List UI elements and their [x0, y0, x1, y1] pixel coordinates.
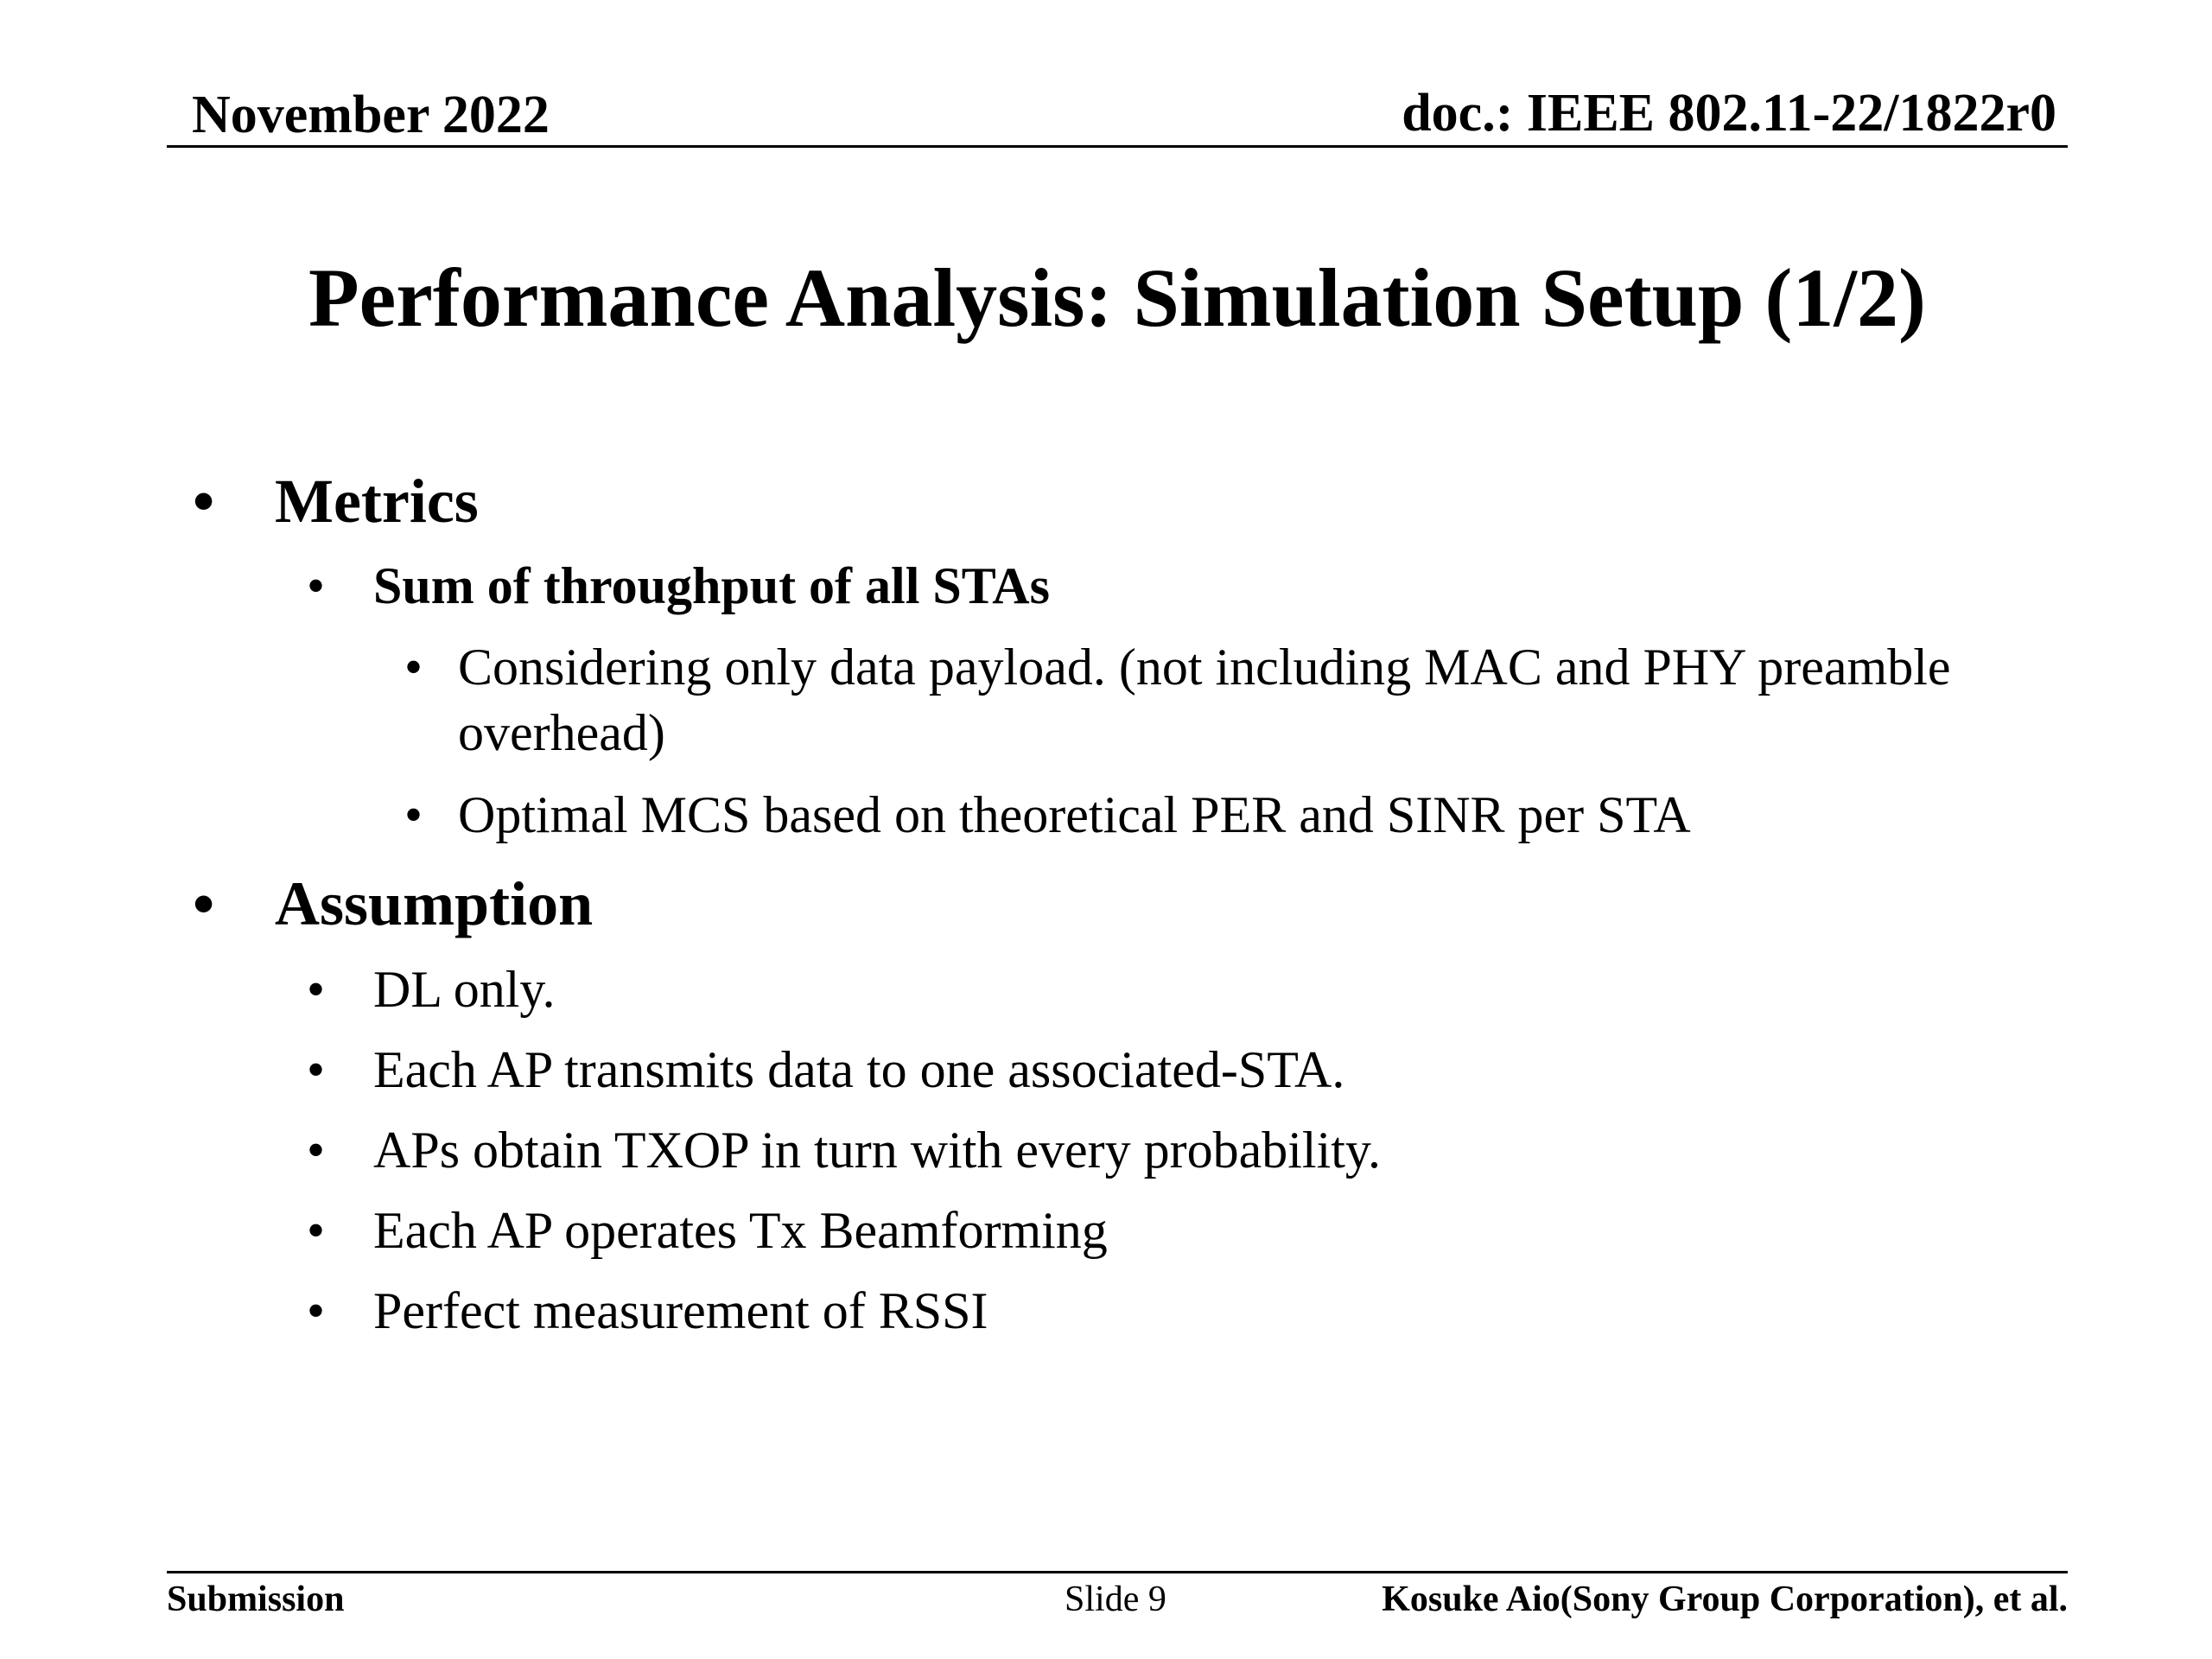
- bullet-icon: •: [307, 1282, 326, 1339]
- list-item: [404, 783, 1691, 848]
- section-heading-label: Metrics: [275, 467, 479, 536]
- bullet-icon: •: [307, 961, 326, 1018]
- list-item-label: Each AP operates Tx Beamforming: [373, 1202, 1108, 1259]
- footer-submission: Submission: [167, 1580, 345, 1619]
- bullet-icon: •: [193, 869, 215, 938]
- slide-title: Performance Analysis: Simulation Setup (1/2): [308, 251, 1926, 344]
- section-heading-label: Assumption: [275, 869, 594, 938]
- bullet-icon: •: [307, 1122, 326, 1179]
- list-item: [307, 554, 1050, 619]
- list-item-label: Considering only data payload. (not including MAC and PHY preamble overhead): [458, 639, 1951, 762]
- bullet-icon: •: [307, 1202, 326, 1259]
- bullet-icon: •: [404, 639, 423, 696]
- list-item-label: Perfect measurement of RSSI: [373, 1282, 988, 1339]
- footer-slide-number: Slide 9: [1065, 1580, 1166, 1619]
- footer-divider: [167, 1571, 2068, 1573]
- list-item: [307, 957, 556, 1022]
- header-divider: [167, 145, 2068, 148]
- section-heading-metrics: [193, 462, 479, 540]
- list-item: [307, 1118, 1382, 1183]
- bullet-icon: •: [307, 1041, 326, 1098]
- header-doc-id: doc.: IEEE 802.11-22/1822r0: [1402, 84, 2056, 143]
- bullet-icon: •: [307, 557, 326, 614]
- header-date: November 2022: [192, 86, 550, 144]
- list-item-label: Optimal MCS based on theoretical PER and SINR per STA: [458, 786, 1691, 843]
- list-item-label: DL only.: [373, 961, 556, 1018]
- list-item: [404, 634, 2152, 766]
- list-item-label: Sum of throughput of all STAs: [373, 557, 1050, 614]
- list-item-label: Each AP transmits data to one associated-STA.: [373, 1041, 1345, 1098]
- footer-author: Kosuke Aio(Sony Group Corporation), et al.: [1382, 1580, 2068, 1619]
- list-item-label: APs obtain TXOP in turn with every probability.: [373, 1122, 1382, 1179]
- bullet-icon: •: [404, 786, 423, 843]
- list-item: [307, 1198, 1108, 1263]
- list-item: [307, 1279, 988, 1344]
- section-heading-assumption: [193, 865, 594, 943]
- bullet-icon: •: [193, 467, 215, 536]
- list-item: [307, 1038, 1345, 1103]
